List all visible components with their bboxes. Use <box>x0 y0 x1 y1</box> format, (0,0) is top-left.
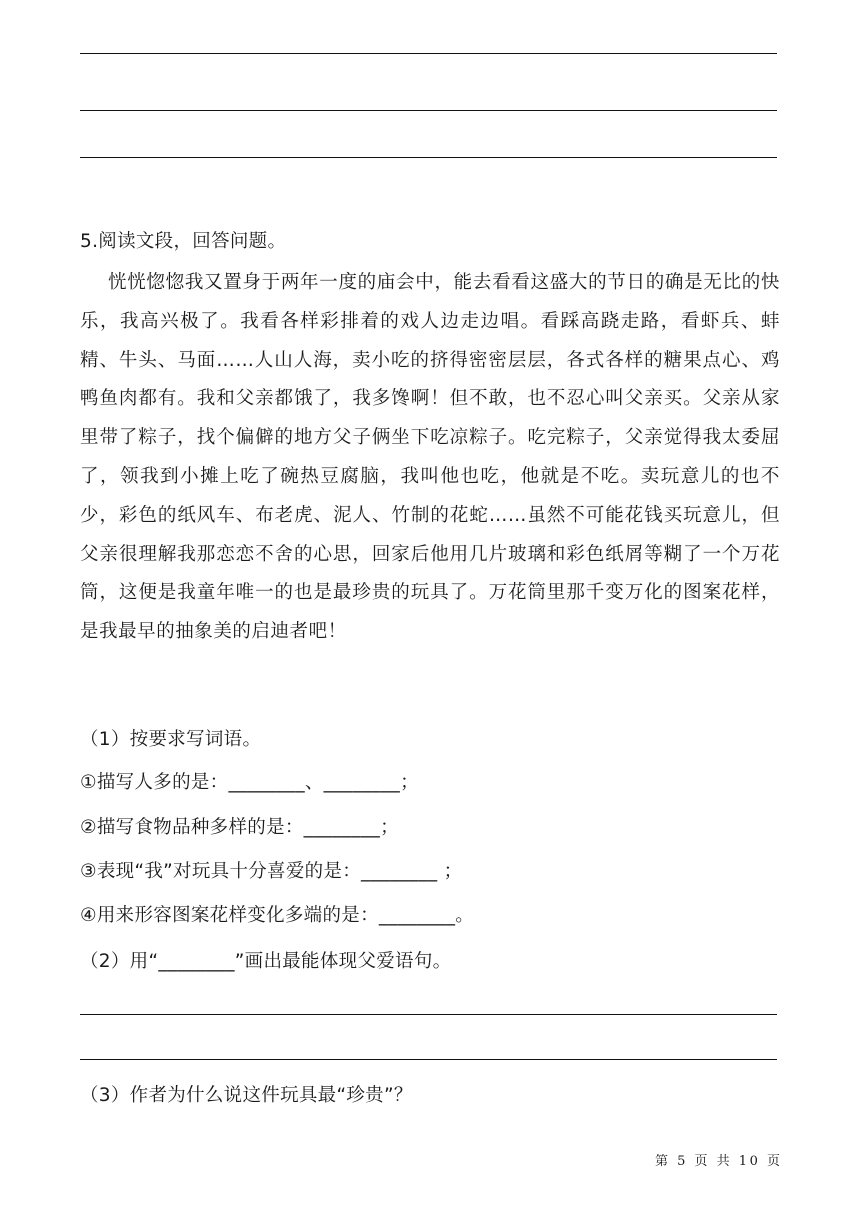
sub-question-2-label: （2）用“________”画出最能体现父爱语句。 <box>80 951 452 972</box>
question-heading <box>80 229 286 255</box>
sub-question-1-label: （1）按要求写词语。 <box>80 729 262 750</box>
reading-passage: 恍恍惚惚我又置身于两年一度的庙会中，能去看看这盛大的节日的确是无比的快乐，我高兴极了。我看各样彩排着的戏人边走边唱。看踩高跷走路，看虾兵、蚌精、牛头、马面……人山人海，卖小吃的挤得密密层层，各式各样的糖果点心、鸡鸭鱼肉都有。我和父亲都饿了，我多馋啊！但不敢，也不忍心叫父亲买。父亲从家里带了粽子，找个偏僻的地方父子俩坐下吃凉粽子。吃完粽子，父亲觉得我太委屈了，领我到小摊上吃了碗热豆腐脑，我叫他也吃，他就是不吃。卖玩意儿的也不少，彩色的纸风车、布老虎、泥人、竹制的花蛇……虽然不可能花钱买玩意儿，但父亲很理解我那恋恋不舍的心思，回家后他用几片玻璃和彩色纸屑等糊了一个万花筒，这便是我童年唯一的也是最珍贵的玩具了。万花筒里那千变万化的图案花样，是我最早的抽象美的启迪者吧！ <box>80 272 780 643</box>
question-title: 阅读文段，回答问题。 <box>98 231 287 252</box>
page-footer: 第 5 页 共 10 页 <box>655 1154 783 1169</box>
sub-question-1-item-2: ②描写食物品种多样的是：________； <box>80 817 399 838</box>
question-number: 5. <box>80 231 99 252</box>
sub-question-3-label: （3）作者为什么说这件玩具最“珍贵”？ <box>80 1085 413 1106</box>
answer-line-mid-1 <box>80 1014 777 1015</box>
sub-question-1-item-3: ③表现“我”对玩具十分喜爱的是：________ ； <box>80 861 463 882</box>
sub-question-1-item-1: ①描写人多的是：________、________； <box>80 772 419 793</box>
answer-line-top-2 <box>80 110 777 111</box>
answer-line-top-3 <box>80 157 777 158</box>
answer-line-top-1 <box>80 53 777 54</box>
sub-question-1-item-4: ④用来形容图案花样变化多端的是：________。 <box>80 905 475 926</box>
answer-line-mid-2 <box>80 1059 777 1060</box>
